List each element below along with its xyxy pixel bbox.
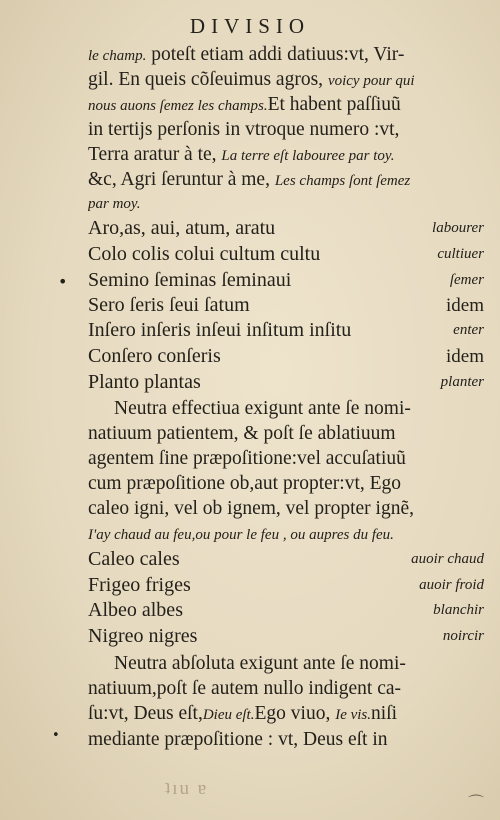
latin-verb: Aro,as, aui, atum, aratu [88,217,276,239]
margin-dot: • [52,728,60,743]
verb-entry [88,293,484,318]
text-line: agentem ſine præpoſitione:vel accuſatiuũ [88,448,406,469]
margin-bullet: • [58,272,68,291]
french-gloss: auoir chaud [411,551,484,567]
text-line: Neutra effectiua exigunt ante ſe nomi- [114,398,411,419]
text-line: caleo igni, vel ob ignem, vel propter ignẽ, [88,498,414,519]
verb-entry [88,242,484,267]
latin-verb: Caleo cales [88,548,180,570]
text-line: le champ. poteſt etiam addi datiuus:vt, Vir- [88,44,405,65]
running-head: DIVISIO [189,14,311,38]
latin-verb: Inſero inſeris inſeui inſitum inſitu [88,319,352,341]
verb-entry [88,598,484,623]
french-gloss: idem [446,295,484,316]
text-line: Terra aratur à te, La terre eſt labouree par toy. [88,144,395,165]
text-line: in tertijs perſonis in vtroque numero :vt, [88,119,400,140]
latin-verb: Sero ſeris ſeui ſatum [88,294,250,316]
french-gloss: enter [453,322,484,338]
text-line: par moy. [88,196,141,212]
verb-entry [88,268,484,293]
text-line: cum præpoſitione ob,aut propter:vt, Ego [88,473,402,494]
latin-verb: Albeo albes [88,599,183,621]
verb-entry [88,624,484,649]
text-line: natiuum,poſt ſe autem nullo indigent ca- [88,678,402,699]
text-line: nous auons ſemez les champs.Et habent paſſiuũ [88,94,401,115]
text-line: &c, Agri ſeruntur à me, Les champs ſont ſemez [88,169,411,190]
latin-verb: Conſero conſeris [88,345,221,367]
latin-verb: Frigeo friges [88,574,191,596]
latin-verb: Semino ſeminas ſeminaui [88,269,292,291]
french-gloss: cultiuer [437,246,484,262]
text-line: Neutra abſoluta exigunt ante ſe nomi- [114,653,406,674]
french-gloss: noircir [442,628,484,644]
corner-mark: ⌒ [468,793,485,812]
verb-entry [88,573,484,598]
french-gloss: ſemer [449,272,484,288]
latin-verb: Nigreo nigres [88,625,198,647]
verb-entry [88,370,484,395]
verb-entry [88,318,484,343]
french-gloss: planter [440,374,484,390]
bleed-through-text: ʇıu ɐ [165,778,209,799]
french-gloss: auoir froid [419,577,484,593]
text-line: natiuum patientem, & poſt ſe ablatiuum [88,423,396,444]
text-line: gil. En queis cõſeuimus agros, voicy pour qui [88,69,415,90]
french-gloss: labourer [432,220,484,236]
verb-entry [88,344,484,369]
verb-entry [88,216,484,241]
text-line: mediante præpoſitione : vt, Deus eſt in [88,729,388,750]
text-line: ſu:vt, Deus eſt,Dieu eſt.Ego viuo, Ie vis.niſi [88,703,398,724]
verb-entry [88,547,484,572]
french-gloss: blanchir [433,602,484,618]
french-gloss: idem [446,346,484,367]
latin-verb: Colo colis colui cultum cultu [88,243,321,265]
latin-verb: Planto plantas [88,371,201,393]
text-line: I'ay chaud au feu,ou pour le feu , ou aupres du feu. [88,527,394,543]
